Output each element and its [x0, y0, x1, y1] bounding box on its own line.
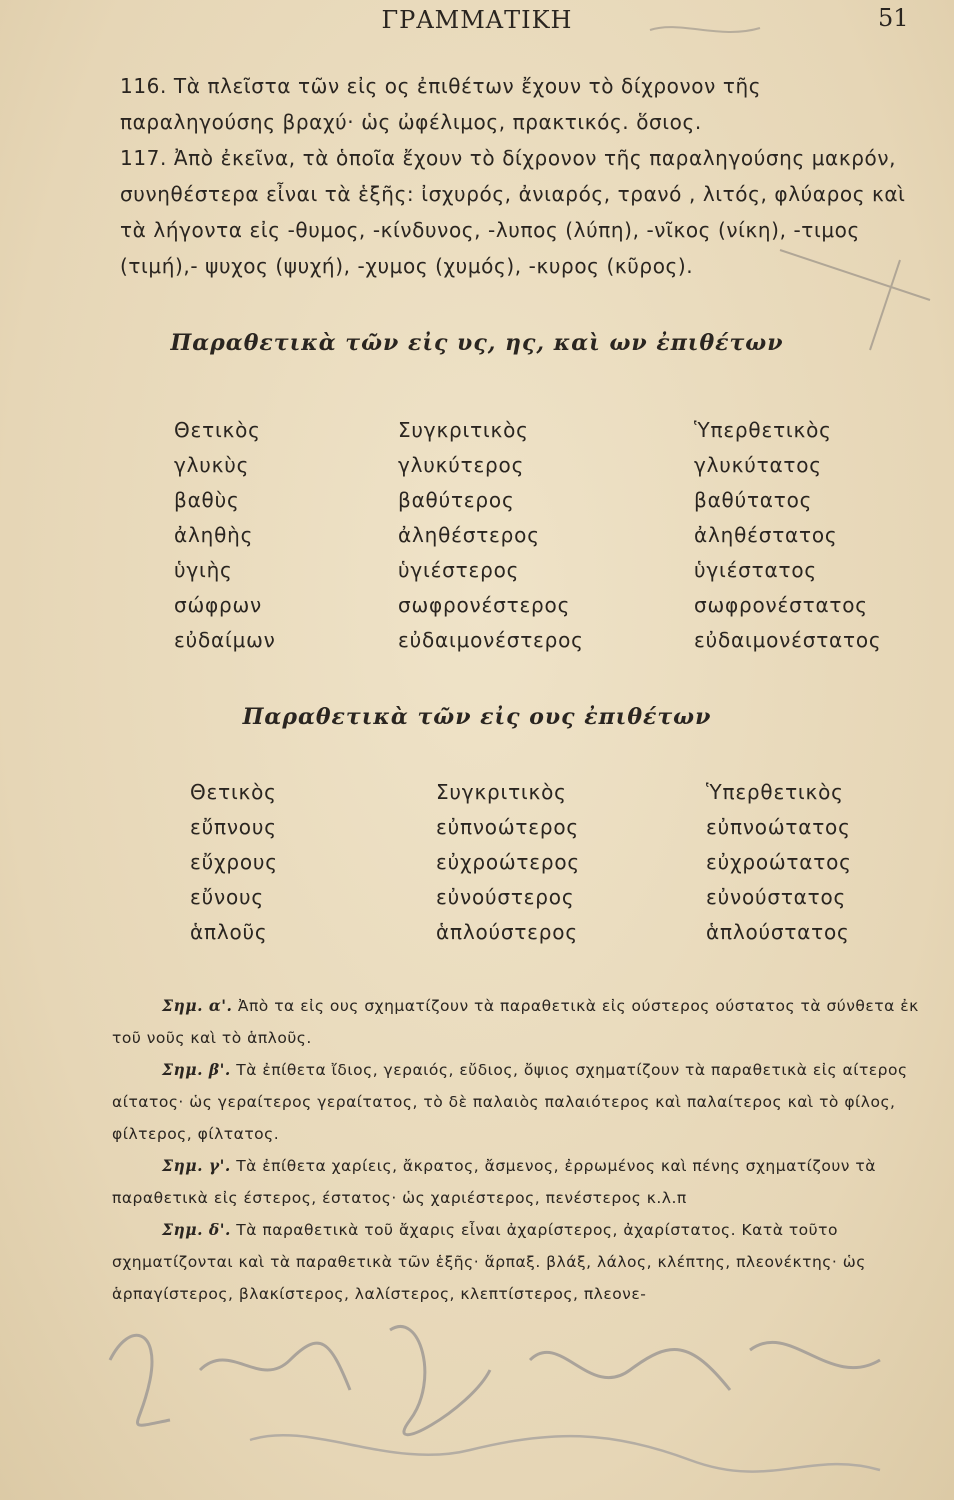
positive-form: εὔπνους: [190, 815, 277, 839]
comparative-form: γλυκύτερος: [398, 453, 525, 477]
superlative-form: εὐνούστατος: [706, 885, 847, 909]
positive-form: εὐδαίμων: [174, 628, 276, 652]
positive-form: σώφρων: [174, 593, 263, 617]
note-label: Σημ. α'.: [162, 996, 233, 1015]
note-label: Σημ. β'.: [162, 1060, 231, 1079]
section-title-ous: Παραθετικὰ τῶν εἰς ους ἐπιθέτων: [242, 704, 712, 730]
superlative-form: βαθύτατος: [694, 488, 813, 512]
superlative-form: ἁπλούστατος: [706, 920, 850, 944]
comparative-form: εὐδαιμονέστερος: [398, 628, 584, 652]
table-row: [0, 453, 954, 488]
table-row: [0, 523, 954, 558]
superlative-form: σωφρονέστατος: [694, 593, 868, 617]
comparative-form: βαθύτερος: [398, 488, 515, 512]
column-header-positive: Θετικὸς: [190, 780, 277, 804]
comparative-form: ἁπλούστερος: [436, 920, 578, 944]
column-header-comparative: Συγκριτικὸς: [398, 418, 529, 442]
note-delta: [112, 1214, 932, 1310]
superlative-form: γλυκύτατος: [694, 453, 822, 477]
comparison-table-1: [0, 418, 954, 663]
positive-form: ὑγιὴς: [174, 558, 233, 582]
table-row: [0, 558, 954, 593]
note-text: Τὰ ἐπίθετα χαρίεις, ἄκρατος, ἄσμενος, ἐρρωμένος καὶ πένης σχηματίζουν τὰ παραθετικὰ εἰς έστερος, έστατος· ὡς χαριέστερος, πενέστερος κ.λ.π: [112, 1157, 876, 1207]
notes-section: [112, 990, 932, 1310]
paragraph-117: 117. Ἀπὸ ἐκεῖνα, τὰ ὁποῖα ἔχουν τὸ δίχρονον τῆς παραληγούσης μακρόν, συνηθέστερα εἶναι τὰ ἑξῆς: ἰσχυρός, ἀνιαρός, τρανό , λιτός, φλύαρος καὶ τὰ λήγοντα εἰς -θυμος, -κίνδυνος, -λυπος (λύπη), -νῖκος (νίκη), -τιμος (τιμή),- ψυχος (ψυχή), -χυμος (χυμός), -κυρος (κῦρος).: [120, 146, 906, 278]
comparative-form: σωφρονέστερος: [398, 593, 571, 617]
note-text: Τὰ ἐπίθετα ἴδιος, γεραιός, εὔδιος, ὄψιος σχηματίζουν τὰ παραθετικὰ εἰς αίτερος αίτατος· ὡς γεραίτερος γεραίτατος, τὸ δὲ παλαιὸς παλαιότερος καὶ παλαίτερος καὶ τὸ φίλος, φίλτερος, φίλτατος.: [112, 1061, 908, 1143]
note-text: Τὰ παραθετικὰ τοῦ ἄχαρις εἶναι ἀχαρίστερος, ἀχαρίστατος. Κατὰ τοῦτο σχηματίζονται καὶ τὰ παραθετικὰ τῶν ἑξῆς· ἅρπαξ. βλάξ, λάλος, κλέπτης, πλεονέκτης· ὡς ἁρπαγίστερος, βλακίστερος, λαλίστερος, κλεπτίστερος, πλεονε-: [112, 1221, 866, 1303]
column-header-positive: Θετικὸς: [174, 418, 261, 442]
section-title-us-es-on: Παραθετικὰ τῶν εἰς υς, ης, καὶ ων ἐπιθέτων: [170, 330, 784, 356]
superlative-form: εὐδαιμονέστατος: [694, 628, 882, 652]
comparative-form: εὐχροώτερος: [436, 850, 580, 874]
paragraph-116: 116. Τὰ πλεῖστα τῶν εἰς ος ἐπιθέτων ἔχουν τὸ δίχρονον τῆς παραληγούσης βραχύ· ὡς ὠφέλιμος, πρακτικός. ὅσιος.: [120, 74, 762, 134]
positive-form: ἁπλοῦς: [190, 920, 268, 944]
table-header-row: [0, 780, 954, 815]
note-alpha: [112, 990, 932, 1054]
comparative-form: εὐνούστερος: [436, 885, 575, 909]
column-header-superlative: Ὑπερθετικὸς: [706, 780, 844, 804]
table-header-row: [0, 418, 954, 453]
positive-form: εὔνους: [190, 885, 264, 909]
positive-form: εὔχρους: [190, 850, 278, 874]
table-row: [0, 815, 954, 850]
table-row: [0, 885, 954, 920]
note-label: Σημ. δ'.: [162, 1220, 231, 1239]
page-number: 51: [878, 4, 909, 32]
positive-form: ἀληθὴς: [174, 523, 254, 547]
note-beta: [112, 1054, 932, 1150]
table-row: [0, 593, 954, 628]
table-row: [0, 628, 954, 663]
note-gamma: [112, 1150, 932, 1214]
superlative-form: ἀληθέστατος: [694, 523, 838, 547]
handwritten-pencil-scribble: [90, 1300, 910, 1490]
note-text: Ἀπὸ τα εἰς ους σχηματίζουν τὰ παραθετικὰ εἰς ούστερος ούστατος τὰ σύνθετα ἐκ τοῦ νοῦς καὶ τὸ ἁπλοῦς.: [112, 997, 919, 1047]
table-row: [0, 488, 954, 523]
comparative-form: ἀληθέστερος: [398, 523, 540, 547]
superlative-form: εὐπνοώτατος: [706, 815, 851, 839]
column-header-superlative: Ὑπερθετικὸς: [694, 418, 832, 442]
positive-form: γλυκὺς: [174, 453, 250, 477]
comparative-form: εὐπνοώτερος: [436, 815, 579, 839]
note-label: Σημ. γ'.: [162, 1156, 231, 1175]
comparative-form: ὑγιέστερος: [398, 558, 520, 582]
superlative-form: εὐχροώτατος: [706, 850, 852, 874]
comparison-table-2: [0, 780, 954, 955]
positive-form: βαθὺς: [174, 488, 240, 512]
table-row: [0, 920, 954, 955]
column-header-comparative: Συγκριτικὸς: [436, 780, 567, 804]
superlative-form: ὑγιέστατος: [694, 558, 817, 582]
running-header: ΓΡΑΜΜΑΤΙΚΗ: [381, 6, 573, 34]
table-row: [0, 850, 954, 885]
